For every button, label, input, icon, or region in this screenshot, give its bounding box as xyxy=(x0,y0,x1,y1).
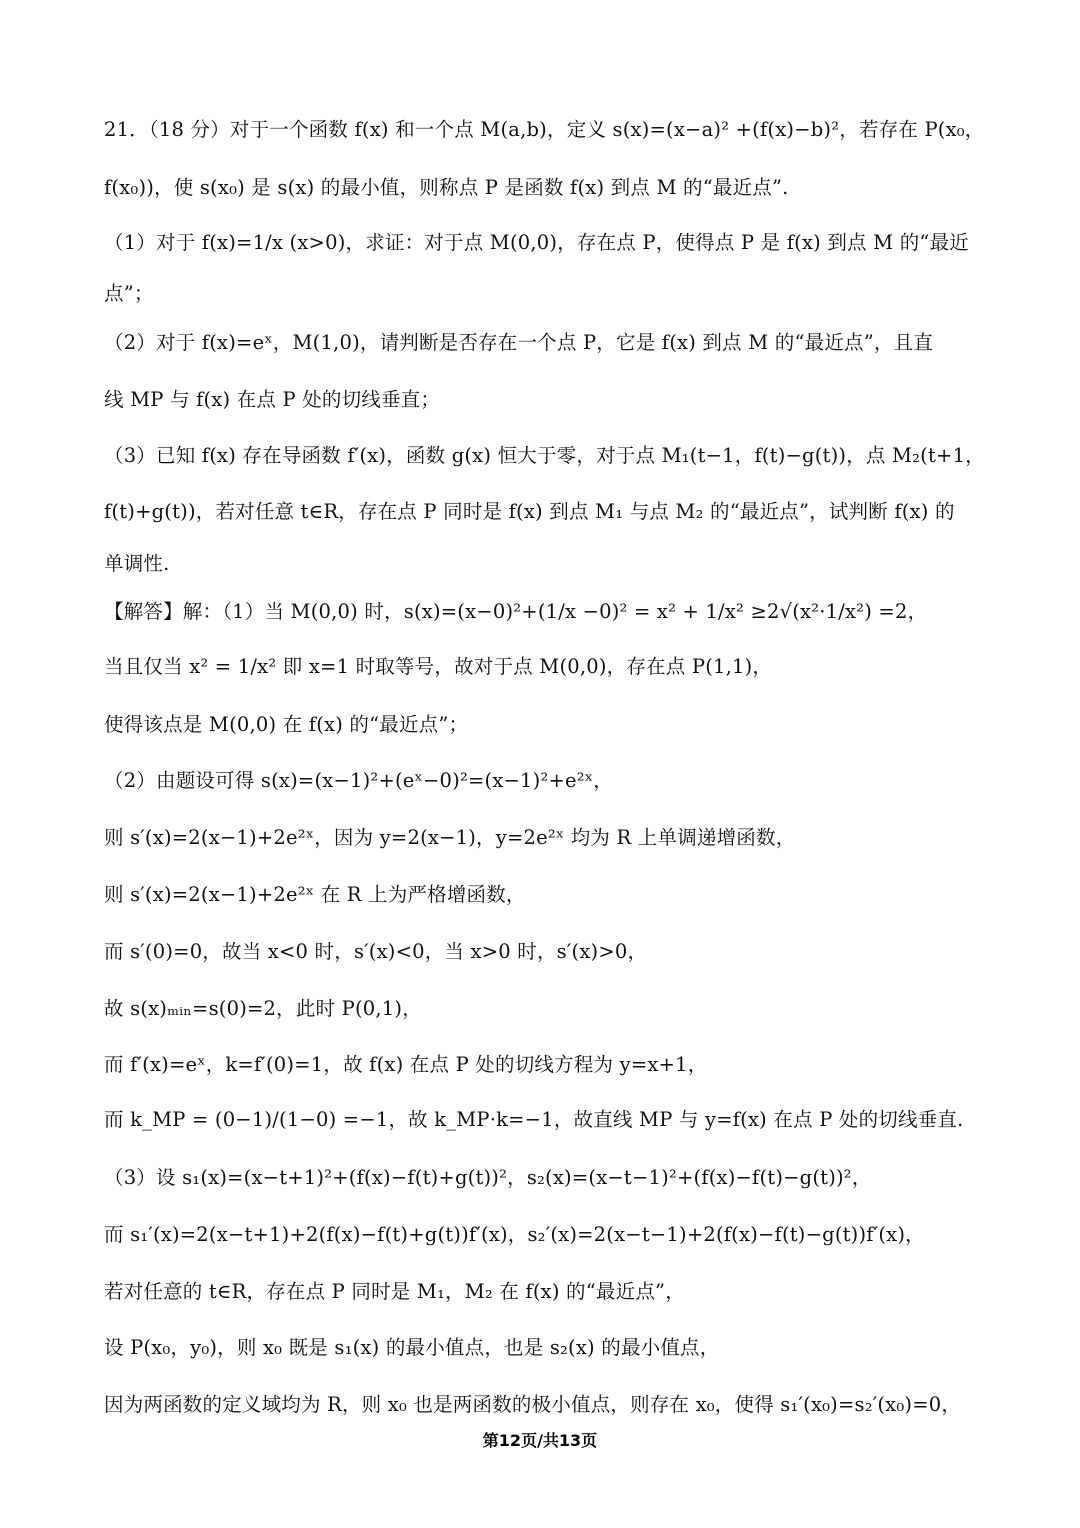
solution-line: 使得该点是 M(0,0) 在 f(x) 的“最近点”； xyxy=(104,713,469,736)
solution-line: 当且仅当 x² = 1/x² 即 x=1 时取等号，故对于点 M(0,0)，存在点 P(1,1)， xyxy=(104,655,773,678)
problem-line: 点”； xyxy=(104,282,154,305)
solution-line: 而 f′(x)=eˣ，k=f′(0)=1，故 f(x) 在点 P 处的切线方程为 y=x+1， xyxy=(104,1053,708,1076)
solution-line: 则 s′(x)=2(x−1)+2e²ˣ 在 R 上为严格增函数， xyxy=(104,883,526,906)
solution-line: （2）由题设可得 s(x)=(x−1)²+(eˣ−0)²=(x−1)²+e²ˣ， xyxy=(104,769,613,792)
solution-line: 则 s′(x)=2(x−1)+2e²ˣ，因为 y=2(x−1)，y=2e²ˣ 均为 R 上单调递增函数， xyxy=(104,826,796,849)
solution-line: 设 P(x₀，y₀)，则 x₀ 既是 s₁(x) 的最小值点，也是 s₂(x) 的最小值点， xyxy=(104,1336,720,1359)
solution-line: 而 s′(0)=0，故当 x<0 时，s′(x)<0，当 x>0 时，s′(x)>0， xyxy=(104,940,648,963)
problem-line: 单调性. xyxy=(104,552,170,575)
page-number: 第12页/共13页 xyxy=(482,1431,598,1450)
solution-line: 【解答】解：（1）当 M(0,0) 时，s(x)=(x−0)²+(1/x −0)² = x² + 1/x² ≥2√(x²·1/x²) =2， xyxy=(104,600,928,623)
solution-line: 故 s(x)ₘᵢₙ=s(0)=2，此时 P(0,1)， xyxy=(104,997,422,1020)
solution-line: （3）设 s₁(x)=(x−t+1)²+(f(x)−f(t)+g(t))²，s₂(x)=(x−t−1)²+(f(x)−f(t)−g(t))²， xyxy=(104,1166,872,1189)
solution-line: 因为两函数的定义域均为 R，则 x₀ 也是两函数的极小值点，则存在 x₀，使得 s₁′(x₀)=s₂′(x₀)=0， xyxy=(104,1393,962,1416)
problem-line: 21．（18 分）对于一个函数 f(x) 和一个点 M(a,b)，定义 s(x)=(x−a)² +(f(x)−b)²，若存在 P(x₀， xyxy=(104,118,985,141)
problem-line: （1）对于 f(x)=1/x (x>0)，求证：对于点 M(0,0)，存在点 P，使得点 P 是 f(x) 到点 M 的“最近 xyxy=(104,231,969,254)
solution-line: 若对任意的 t∈R，存在点 P 同时是 M₁，M₂ 在 f(x) 的“最近点”， xyxy=(104,1280,685,1303)
solution-line: 而 s₁′(x)=2(x−t+1)+2(f(x)−f(t)+g(t))f′(x)，s₂′(x)=2(x−t−1)+2(f(x)−f(t)−g(t))f′(x)， xyxy=(104,1223,925,1246)
solution-line: 而 k_MP = (0−1)/(1−0) =−1，故 k_MP·k=−1，故直线 MP 与 y=f(x) 在点 P 处的切线垂直. xyxy=(104,1108,964,1131)
problem-line: f(x₀))，使 s(x₀) 是 s(x) 的最小值，则称点 P 是函数 f(x) 到点 M 的“最近点”. xyxy=(104,176,789,199)
problem-line: f(t)+g(t))，若对任意 t∈R，存在点 P 同时是 f(x) 到点 M₁ 与点 M₂ 的“最近点”，试判断 f(x) 的 xyxy=(104,500,955,523)
problem-line: 线 MP 与 f(x) 在点 P 处的切线垂直； xyxy=(104,388,441,411)
problem-line: （3）已知 f(x) 存在导函数 f′(x)，函数 g(x) 恒大于零，对于点 M₁(t−1，f(t)−g(t))，点 M₂(t+1， xyxy=(104,444,985,467)
problem-line: （2）对于 f(x)=eˣ，M(1,0)，请判断是否存在一个点 P，它是 f(x) 到点 M 的“最近点”，且直 xyxy=(104,331,934,354)
